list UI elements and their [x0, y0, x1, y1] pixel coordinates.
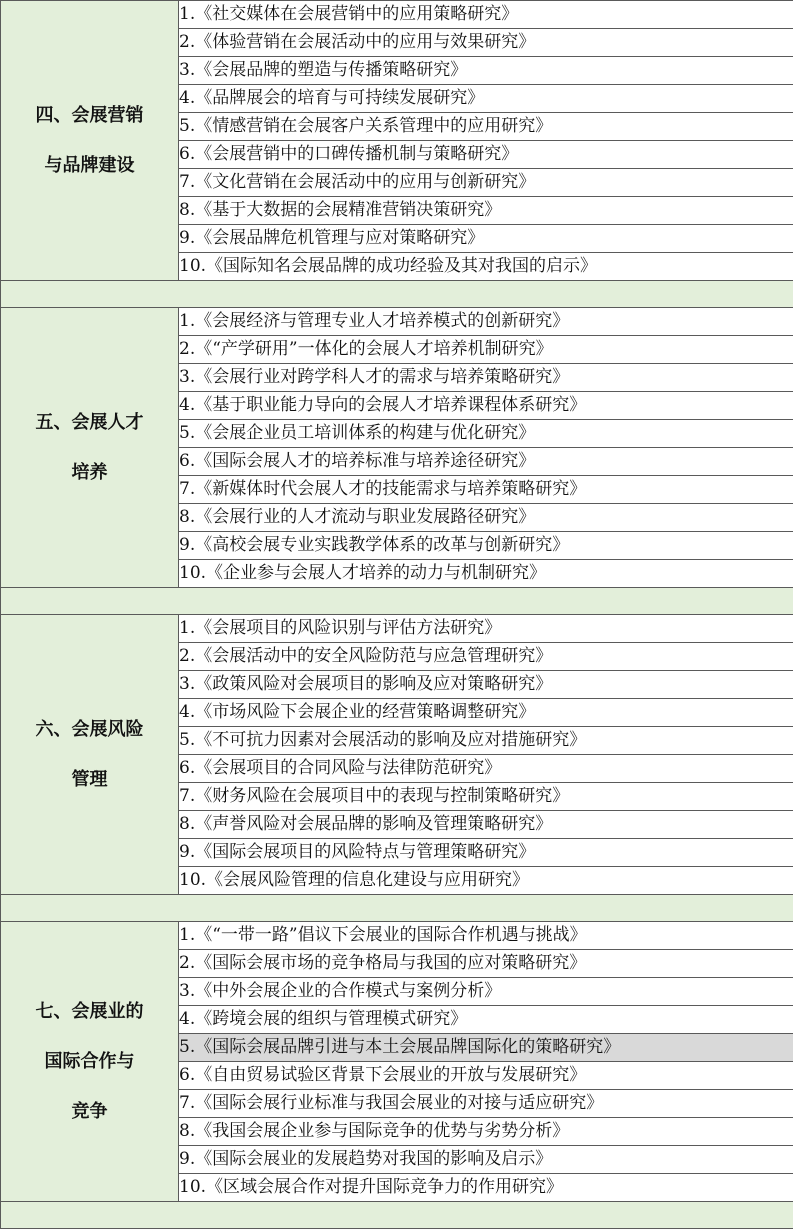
- topic-item[interactable]: 4.《基于职业能力导向的会展人才培养课程体系研究》: [179, 392, 793, 420]
- topic-item[interactable]: 2.《体验营销在会展活动中的应用与效果研究》: [179, 29, 793, 57]
- topic-item[interactable]: 8.《我国会展企业参与国际竞争的优势与劣势分析》: [179, 1118, 793, 1146]
- topic-item[interactable]: 1.《会展经济与管理专业人才培养模式的创新研究》: [179, 308, 793, 336]
- table-row: [1, 308, 793, 336]
- topic-item[interactable]: 10.《企业参与会展人才培养的动力与机制研究》: [179, 560, 793, 588]
- topic-item[interactable]: 2.《“产学研用”一体化的会展人才培养机制研究》: [179, 336, 793, 364]
- topic-item[interactable]: 1.《会展项目的风险识别与评估方法研究》: [179, 615, 793, 643]
- topic-item[interactable]: 2.《国际会展市场的竞争格局与我国的应对策略研究》: [179, 950, 793, 978]
- category-label: 五、会展人才: [1, 398, 178, 448]
- empty-cell[interactable]: [1, 281, 793, 308]
- topic-item[interactable]: 6.《会展项目的合同风险与法律防范研究》: [179, 755, 793, 783]
- topic-item[interactable]: 3.《会展品牌的塑造与传播策略研究》: [179, 57, 793, 85]
- topic-item[interactable]: 8.《声誉风险对会展品牌的影响及管理策略研究》: [179, 811, 793, 839]
- topic-item[interactable]: 1.《社交媒体在会展营销中的应用策略研究》: [179, 1, 793, 29]
- topic-item[interactable]: 9.《国际会展项目的风险特点与管理策略研究》: [179, 839, 793, 867]
- topic-item[interactable]: 10.《会展风险管理的信息化建设与应用研究》: [179, 867, 793, 895]
- category-label: 七、会展业的: [1, 987, 178, 1037]
- empty-cell[interactable]: [1, 1202, 793, 1229]
- topic-item[interactable]: 4.《跨境会展的组织与管理模式研究》: [179, 1006, 793, 1034]
- topic-item[interactable]: 3.《政策风险对会展项目的影响及应对策略研究》: [179, 671, 793, 699]
- empty-cell[interactable]: [1, 895, 793, 922]
- category-cell-talent: [1, 308, 179, 588]
- table-row: [1, 922, 793, 950]
- category-label: 培养: [1, 448, 178, 498]
- spacer-row: [1, 895, 793, 922]
- topic-item[interactable]: 7.《新媒体时代会展人才的技能需求与培养策略研究》: [179, 476, 793, 504]
- topic-item[interactable]: 3.《会展行业对跨学科人才的需求与培养策略研究》: [179, 364, 793, 392]
- topic-item[interactable]: 5.《会展企业员工培训体系的构建与优化研究》: [179, 420, 793, 448]
- topic-item-selected[interactable]: 5.《国际会展品牌引进与本土会展品牌国际化的策略研究》: [179, 1034, 793, 1062]
- category-label: 竞争: [1, 1087, 178, 1137]
- topic-item[interactable]: 6.《自由贸易试验区背景下会展业的开放与发展研究》: [179, 1062, 793, 1090]
- topic-item[interactable]: 2.《会展活动中的安全风险防范与应急管理研究》: [179, 643, 793, 671]
- topic-item[interactable]: 5.《不可抗力因素对会展活动的影响及应对措施研究》: [179, 727, 793, 755]
- topic-item[interactable]: 7.《财务风险在会展项目中的表现与控制策略研究》: [179, 783, 793, 811]
- topic-item[interactable]: 6.《国际会展人才的培养标准与培养途径研究》: [179, 448, 793, 476]
- topic-item[interactable]: 10.《国际知名会展品牌的成功经验及其对我国的启示》: [179, 253, 793, 281]
- topic-item[interactable]: 4.《品牌展会的培育与可持续发展研究》: [179, 85, 793, 113]
- category-label: 与品牌建设: [1, 141, 178, 191]
- topic-item[interactable]: 8.《基于大数据的会展精准营销决策研究》: [179, 197, 793, 225]
- topic-item[interactable]: 5.《情感营销在会展客户关系管理中的应用研究》: [179, 113, 793, 141]
- spacer-row: [1, 281, 793, 308]
- table-row: [1, 615, 793, 643]
- topic-item[interactable]: 9.《国际会展业的发展趋势对我国的影响及启示》: [179, 1146, 793, 1174]
- category-label: 管理: [1, 755, 178, 805]
- topic-item[interactable]: 3.《中外会展企业的合作模式与案例分析》: [179, 978, 793, 1006]
- category-label: 四、会展营销: [1, 91, 178, 141]
- category-label: 国际合作与: [1, 1037, 178, 1087]
- topic-item[interactable]: 4.《市场风险下会展企业的经营策略调整研究》: [179, 699, 793, 727]
- category-cell-international: [1, 922, 179, 1202]
- topic-item[interactable]: 9.《高校会展专业实践教学体系的改革与创新研究》: [179, 532, 793, 560]
- category-cell-risk: [1, 615, 179, 895]
- topic-item[interactable]: 7.《国际会展行业标准与我国会展业的对接与适应研究》: [179, 1090, 793, 1118]
- table-row: [1, 1, 793, 29]
- topic-item[interactable]: 1.《“一带一路”倡议下会展业的国际合作机遇与挑战》: [179, 922, 793, 950]
- spacer-row: [1, 1202, 793, 1229]
- category-cell-marketing: [1, 1, 179, 281]
- category-label: 六、会展风险: [1, 705, 178, 755]
- empty-cell[interactable]: [1, 588, 793, 615]
- spacer-row: [1, 588, 793, 615]
- topic-item[interactable]: 7.《文化营销在会展活动中的应用与创新研究》: [179, 169, 793, 197]
- topic-item[interactable]: 6.《会展营销中的口碑传播机制与策略研究》: [179, 141, 793, 169]
- topic-item[interactable]: 8.《会展行业的人才流动与职业发展路径研究》: [179, 504, 793, 532]
- topic-item[interactable]: 10.《区域会展合作对提升国际竞争力的作用研究》: [179, 1174, 793, 1202]
- topic-item[interactable]: 9.《会展品牌危机管理与应对策略研究》: [179, 225, 793, 253]
